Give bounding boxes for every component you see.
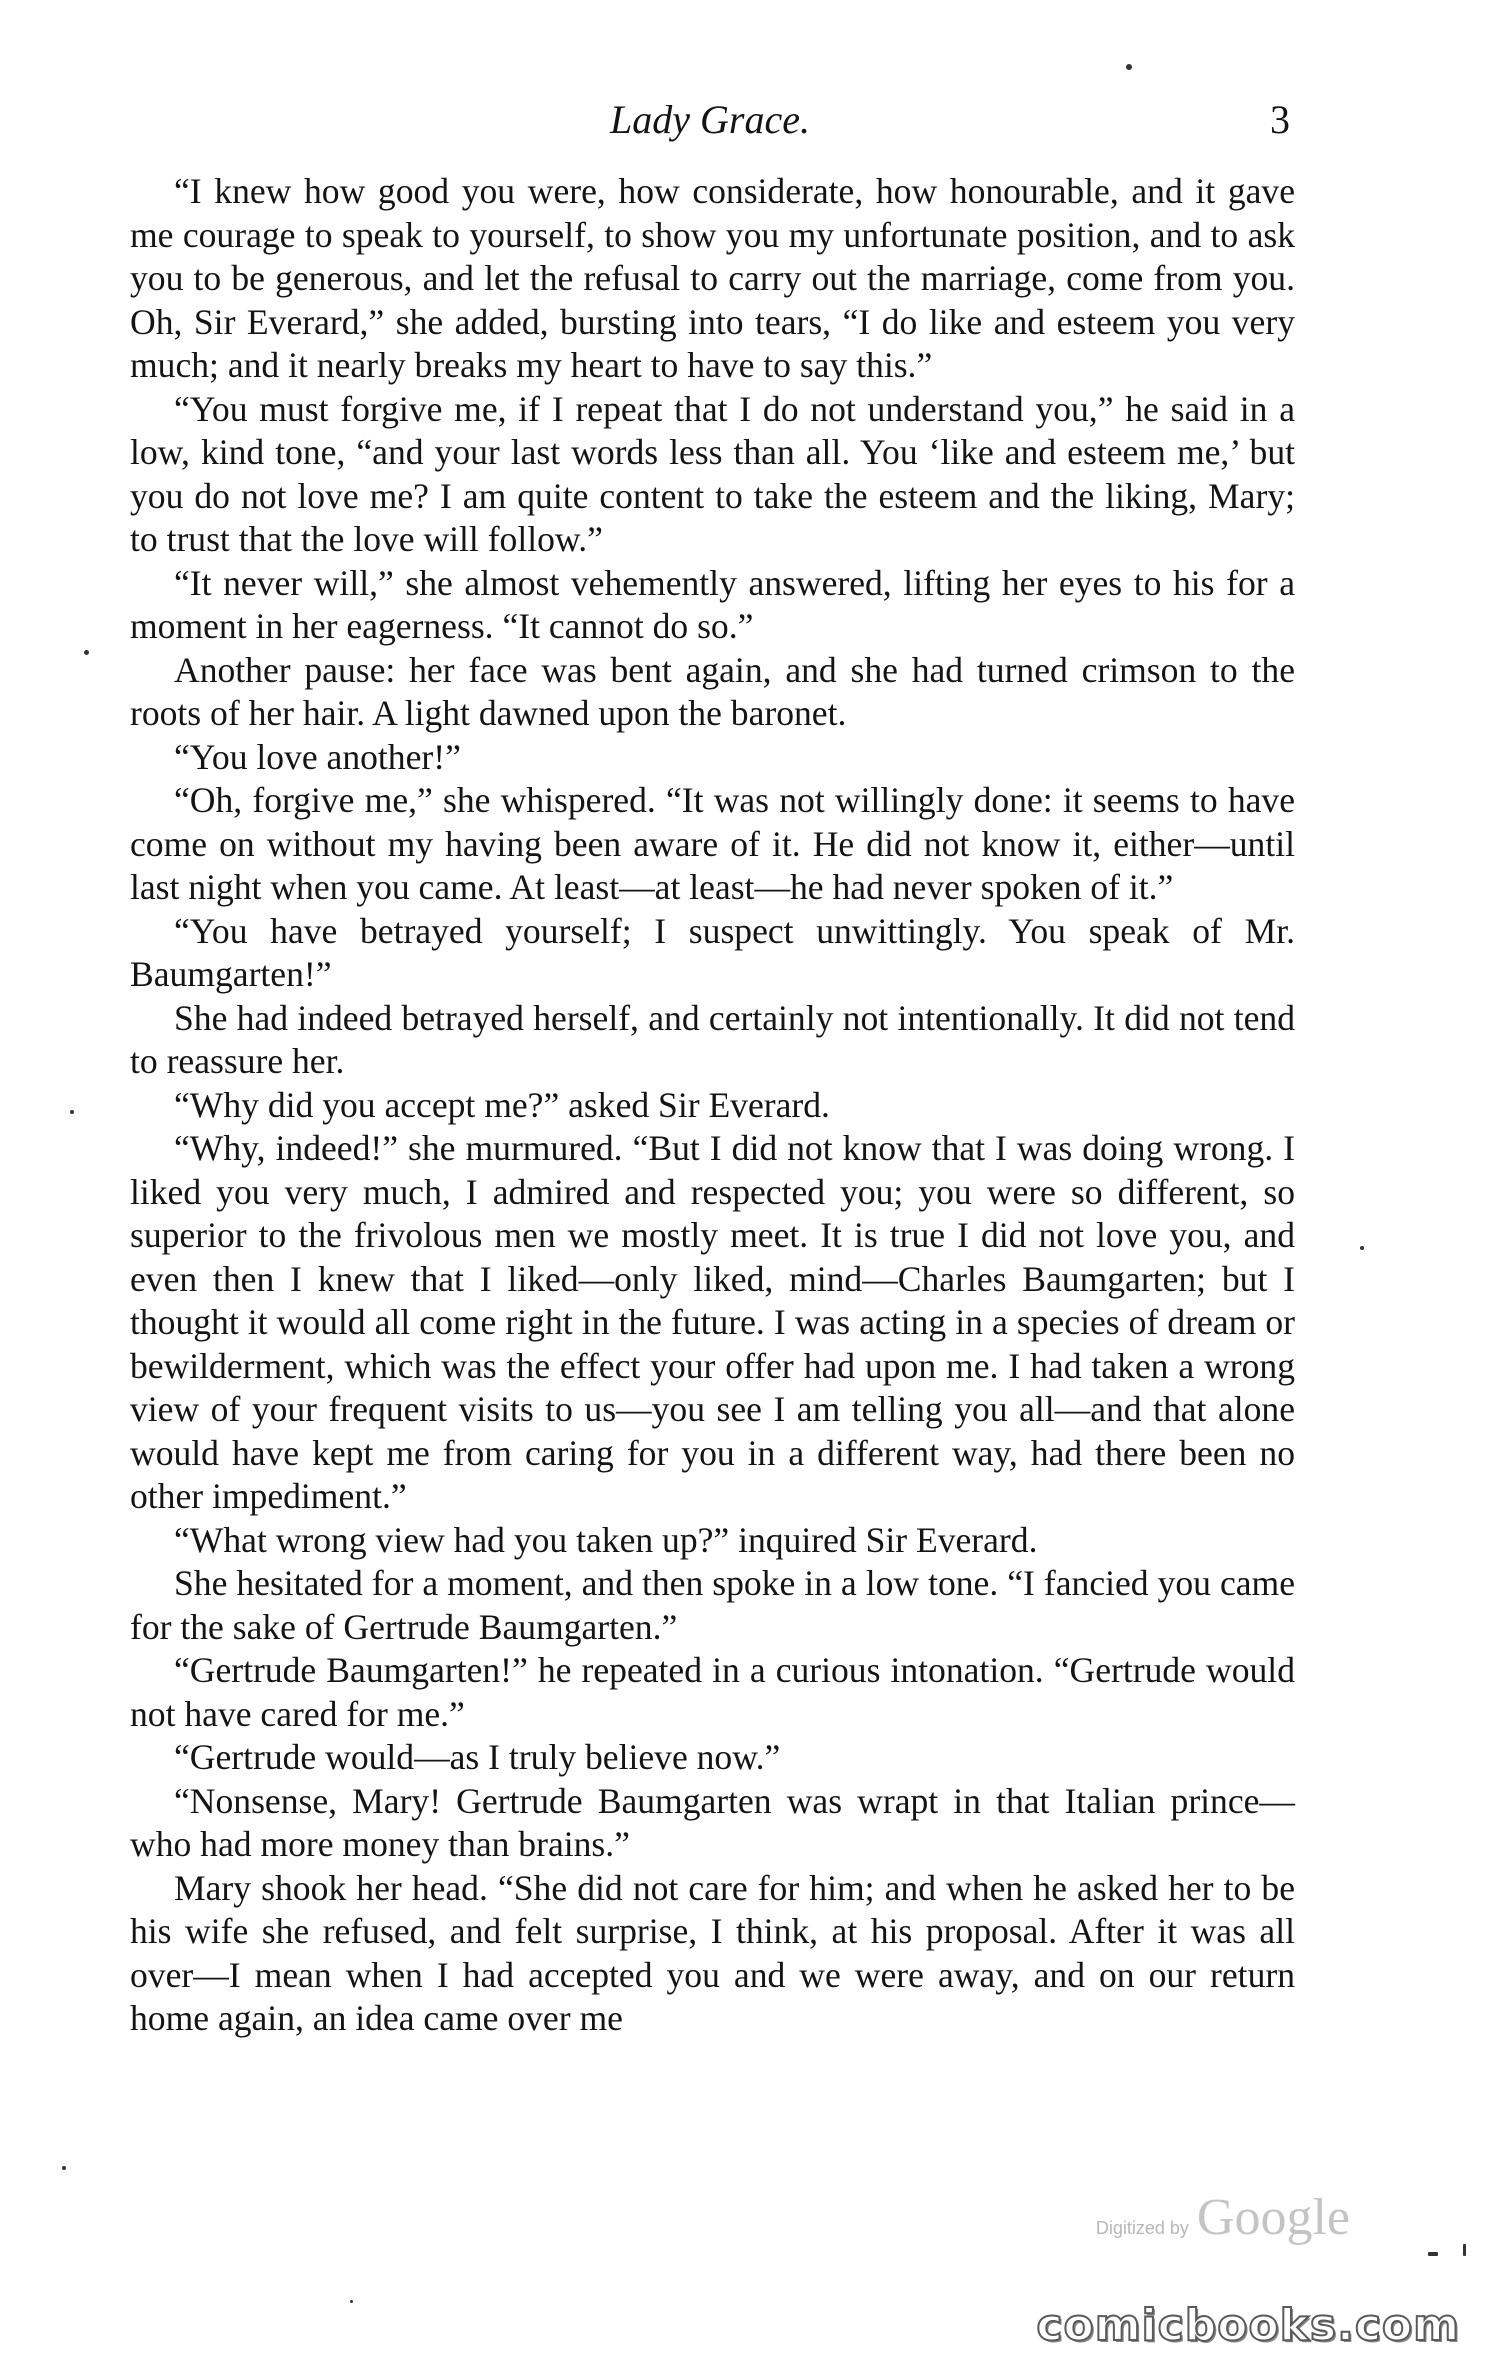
paragraph: She hesitated for a moment, and then spoke in a low tone. “I fancied you came for the sake of Gertrude Baumgarten.” bbox=[130, 1563, 1295, 1647]
paragraph: “You love another!” bbox=[174, 736, 461, 777]
paragraph: Another pause: her face was bent again, and she had turned crimson to the roots of her hair. A light dawned upon the baronet. bbox=[130, 649, 1295, 733]
paragraph: “You have betrayed yourself; I suspect unwittingly. You speak of Mr. Baumgarten!” bbox=[130, 910, 1295, 994]
paragraph: “You must forgive me, if I repeat that I do not understand you,” he said in a low, kind tone, “and your last words less than all. You ‘like and esteem me,’ but you do not love me? I am quite content to take the esteem and the liking, Mary; to trust that the love will follow.” bbox=[130, 388, 1295, 559]
paragraph: She had indeed betrayed herself, and certainly not intentionally. It did not tend to reassure her. bbox=[130, 997, 1295, 1081]
print-speck bbox=[350, 2300, 353, 2303]
google-watermark bbox=[1096, 2188, 1350, 2247]
paragraph: Mary shook her head. “She did not care for him; and when he asked her to be his wife she refused, and felt surprise, I think, at his proposal. After it was all over—I mean when I had accepted you and we were away, and on our return home again, an idea came over me bbox=[130, 1867, 1295, 2038]
google-logo: Google bbox=[1196, 2189, 1350, 2246]
paragraph: “It never will,” she almost vehemently answered, lifting her eyes to his for a moment in her eagerness. “It cannot do so.” bbox=[130, 562, 1295, 646]
print-speck bbox=[1428, 2252, 1438, 2256]
paragraph: “Gertrude Baumgarten!” he repeated in a curious intonation. “Gertrude would not have cared for me.” bbox=[130, 1650, 1295, 1734]
print-speck bbox=[1463, 2244, 1466, 2256]
body-text bbox=[130, 170, 1295, 2041]
print-speck bbox=[1360, 1246, 1364, 1250]
site-logo: comicbooks.com bbox=[1036, 2300, 1460, 2351]
running-title: Lady Grace. bbox=[610, 97, 810, 142]
paragraph: “Why did you accept me?” asked Sir Everard. bbox=[174, 1084, 830, 1125]
print-speck bbox=[84, 650, 89, 655]
running-head bbox=[130, 92, 1290, 148]
print-speck bbox=[1126, 64, 1132, 70]
paragraph: “What wrong view had you taken up?” inquired Sir Everard. bbox=[174, 1519, 1038, 1560]
paragraph: “Why, indeed!” she murmured. “But I did not know that I was doing wrong. I liked you very much, I admired and respected you; you were so different, so superior to the frivolous men we mostly meet. It is true I did not love you, and even then I knew that I liked—only liked, mind—Charles Baumgarten; but I thought it would all come right in the future. I was acting in a species of dream or bewilderment, which was the effect your offer had upon me. I had taken a wrong view of your frequent visits to us—you see I am telling you all—and that alone would have kept me from caring for you in a different way, had there been no other impediment.” bbox=[130, 1128, 1295, 1516]
paragraph: “Nonsense, Mary! Gertrude Baumgarten was wrapt in that Italian prince—who had more money than brains.” bbox=[130, 1780, 1295, 1864]
print-speck bbox=[70, 1110, 74, 1114]
paragraph: “I knew how good you were, how considerate, how honourable, and it gave me courage to speak to yourself, to show you my unfortunate position, and to ask you to be generous, and let the refusal to carry out the marriage, come from you. Oh, Sir Everard,” she added, bursting into tears, “I do like and esteem you very much; and it nearly breaks my heart to have to say this.” bbox=[130, 171, 1295, 385]
digitized-label: Digitized by bbox=[1095, 2218, 1189, 2238]
paragraph: “Oh, forgive me,” she whispered. “It was not willingly done: it seems to have come on without my having been aware of it. He did not know it, either—until last night when you came. At least—at least—he had never spoken of it.” bbox=[130, 780, 1295, 907]
page-number: 3 bbox=[1270, 97, 1290, 142]
print-speck bbox=[62, 2166, 66, 2170]
paragraph: “Gertrude would—as I truly believe now.” bbox=[174, 1737, 781, 1777]
